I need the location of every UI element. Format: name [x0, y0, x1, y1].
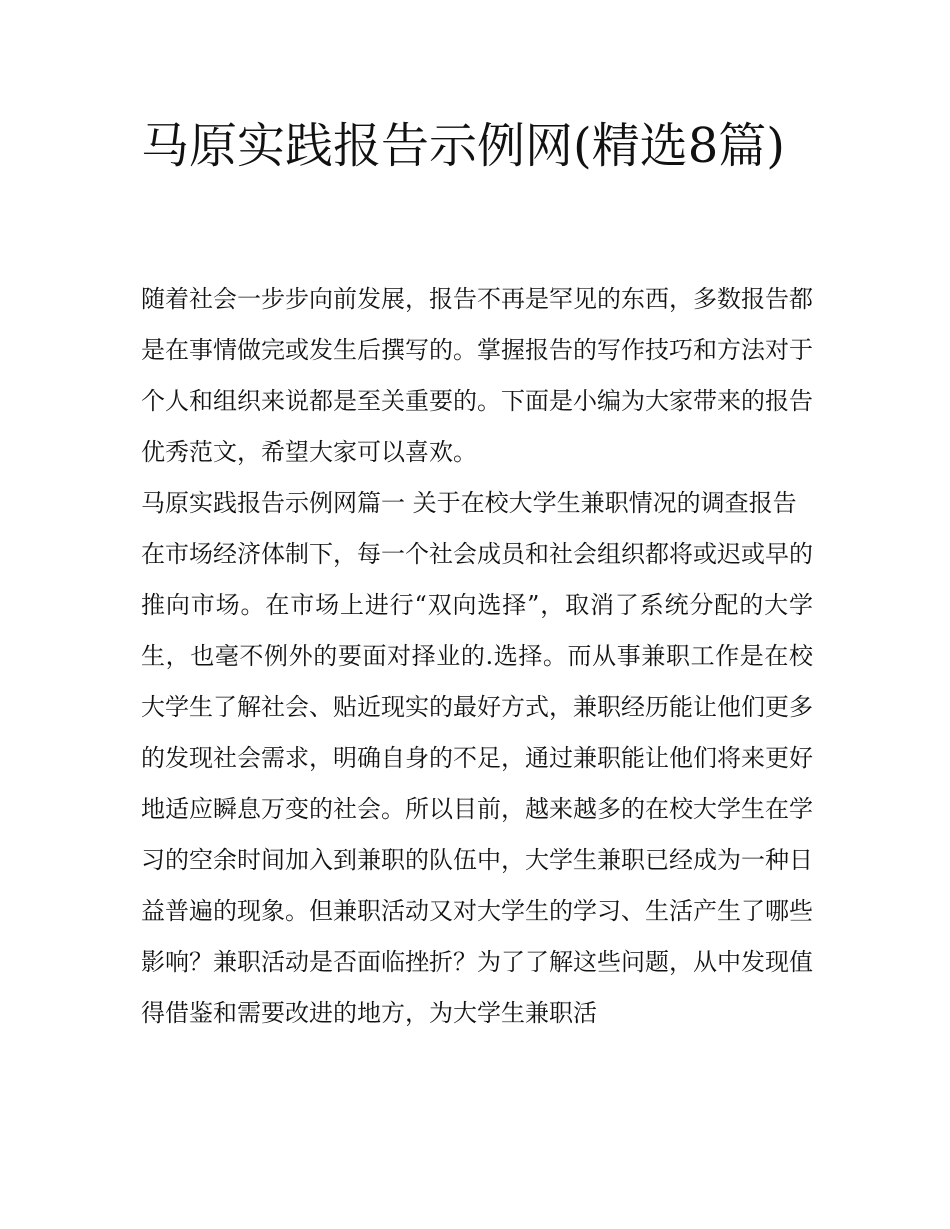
section-heading: 马原实践报告示例网篇一 关于在校大学生兼职情况的调查报告 [141, 489, 797, 517]
intro-paragraph: 随着社会一步步向前发展，报告不再是罕见的东西，多数报告都是在事情做完或发生后撰写的。掌握报告的写作技巧和方法对于个人和组织来说都是至关重要的。下面是小编为大家带来的报告优秀范文，希望大家可以喜欢。 [141, 285, 813, 466]
body-paragraph: 在市场经济体制下，每一个社会成员和社会组织都将或迟或早的推向市场。在市场上进行“双向选择”，取消了系统分配的大学生，也毫不例外的要面对择业的.选择。而从事兼职工作是在校大学生了解社会、贴近现实的最好方式，兼职经历能让他们更多的发现社会需求，明确自身的不足，通过兼职能让他们将来更好地适应瞬息万变的社会。所以目前，越来越多的在校大学生在学习的空余时间加入到兼职的队伍中，大学生兼职已经成为一种日益普遍的现象。但兼职活动又对大学生的学习、生活产生了哪些影响？兼职活动是否面临挫折？为了了解这些问题，从中发现值得借鉴和需要改进的地方，为大学生兼职活 [141, 540, 813, 1027]
document-body [141, 274, 813, 1039]
document-title: 马原实践报告示例网(精选8篇) [141, 118, 785, 174]
